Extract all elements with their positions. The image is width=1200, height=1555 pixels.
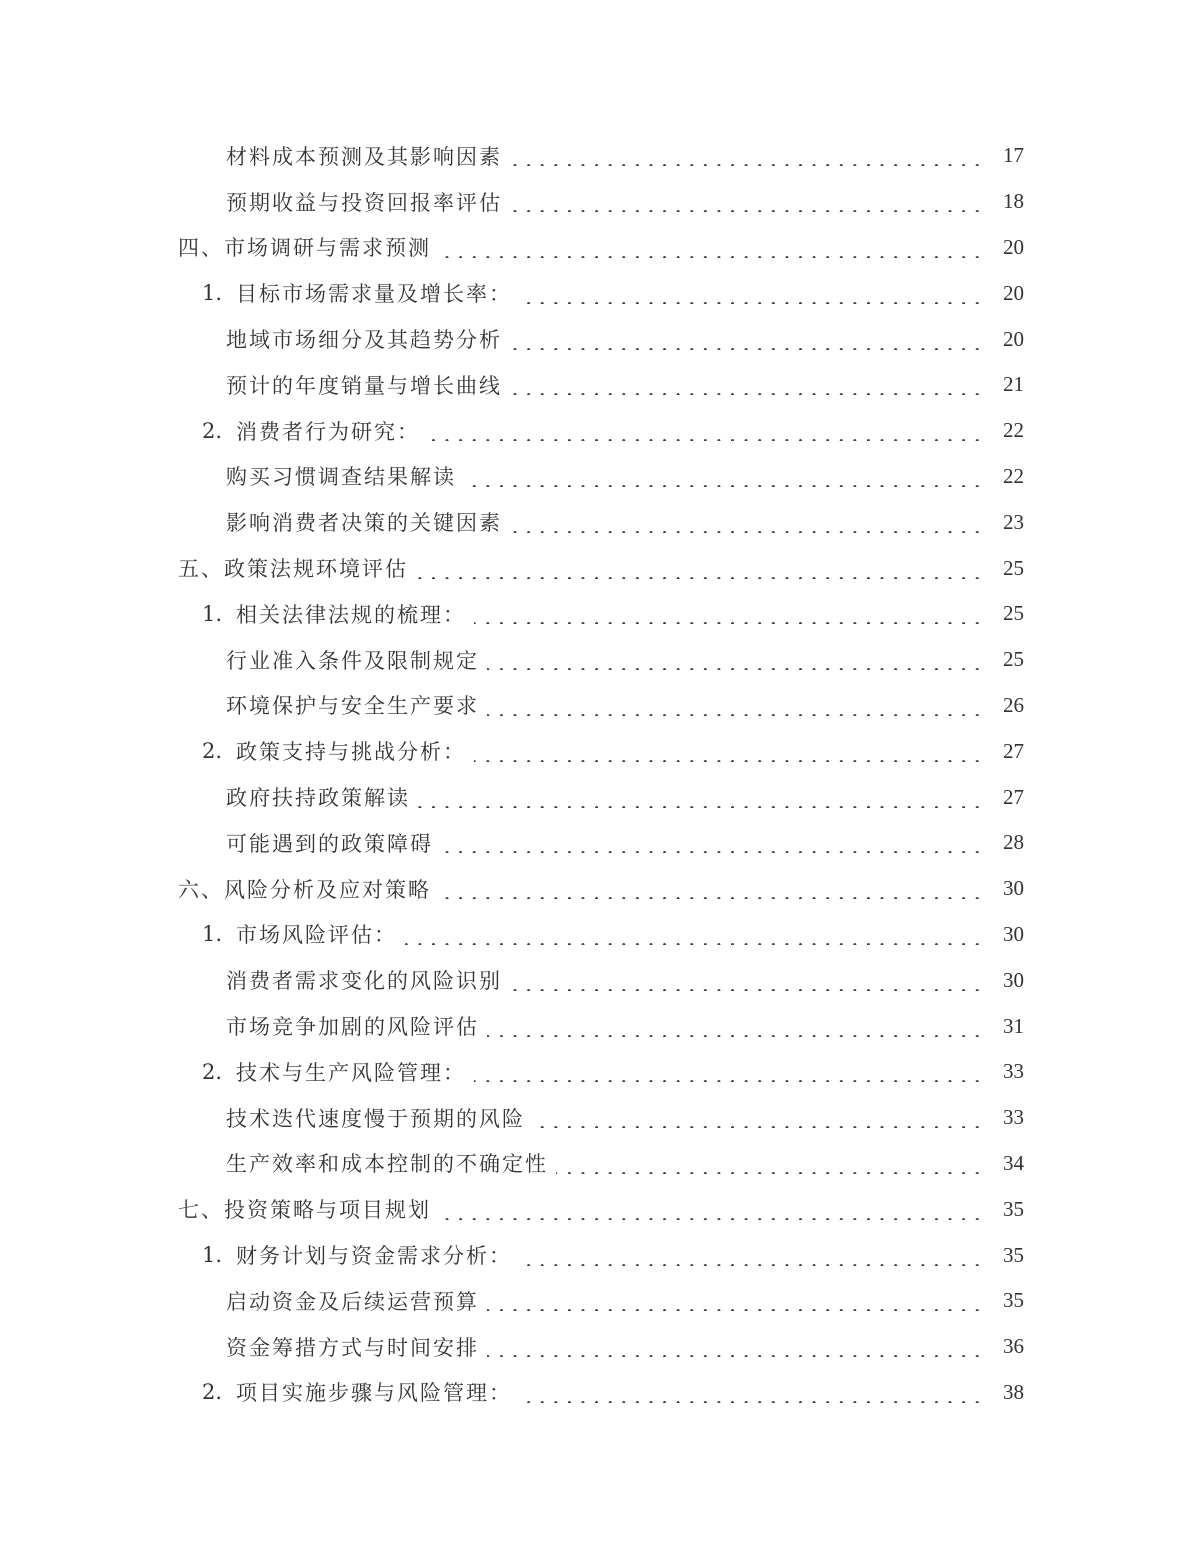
toc-entry[interactable] [0,1278,1200,1324]
toc-dot-leader [416,558,984,579]
toc-dot-leader [510,512,984,533]
toc-entry-title: 相关法律法规的梳理： [236,602,466,627]
toc-entry-title: 消费者行为研究： [236,419,420,444]
toc-entry-page-number: 21 [1003,372,1024,397]
toc-entry[interactable] [0,1186,1200,1232]
toc-dot-leader [474,741,984,762]
toc-dot-leader [510,374,984,395]
toc-entry[interactable] [0,408,1200,454]
toc-entry[interactable] [0,1324,1200,1370]
toc-entry[interactable] [0,1370,1200,1416]
toc-entry-number: 1. [202,1243,223,1268]
toc-dot-leader [418,787,984,808]
toc-dot-leader [510,970,984,991]
toc-dot-leader [439,878,984,899]
toc-dot-leader [474,603,984,624]
toc-entry[interactable] [0,133,1200,179]
toc-entry[interactable] [0,545,1200,591]
toc-entry-page-number: 25 [1003,555,1024,580]
toc-entry[interactable] [0,316,1200,362]
toc-entry-number: 2. [202,1059,223,1084]
toc-entry-page-number: 18 [1003,189,1024,214]
toc-entry-page-number: 28 [1003,830,1024,855]
toc-entry-page-number: 25 [1003,647,1024,672]
toc-dot-leader [510,145,984,166]
toc-entry[interactable] [0,866,1200,912]
toc-entry-page-number: 35 [1003,1196,1024,1221]
toc-entry[interactable] [0,1003,1200,1049]
toc-entry[interactable] [0,683,1200,729]
toc-entry-title: 影响消费者决策的关键因素 [226,511,502,536]
toc-entry[interactable] [0,728,1200,774]
toc-entry-title: 政府扶持政策解读 [226,786,410,811]
toc-dot-leader [474,1061,984,1082]
toc-entry[interactable] [0,637,1200,683]
toc-entry[interactable] [0,820,1200,866]
toc-entry-page-number: 33 [1003,1059,1024,1084]
toc-entry-page-number: 20 [1003,280,1024,305]
toc-dot-leader [464,466,984,487]
toc-entry-page-number: 20 [1003,326,1024,351]
toc-entry-title: 目标市场需求量及增长率： [236,282,512,307]
toc-dot-leader [520,1382,984,1403]
toc-dot-leader [428,420,984,441]
toc-entry-title: 技术与生产风险管理： [236,1060,466,1085]
toc-dot-leader [441,832,984,853]
toc-entry-page-number: 30 [1003,967,1024,992]
toc-entry[interactable] [0,774,1200,820]
toc-entry-title: 市场竞争加剧的风险评估 [226,1015,479,1040]
toc-entry-number: 2. [202,739,223,764]
toc-entry[interactable] [0,270,1200,316]
toc-entry-page-number: 27 [1003,784,1024,809]
toc-dot-leader [487,1290,984,1311]
toc-entry[interactable] [0,454,1200,500]
toc-entry[interactable] [0,499,1200,545]
toc-entry-page-number: 36 [1003,1334,1024,1359]
toc-dot-leader [510,191,984,212]
toc-entry-page-number: 33 [1003,1105,1024,1130]
toc-entry-title: 七、投资策略与项目规划 [178,1198,431,1223]
toc-entry-title: 材料成本预测及其影响因素 [226,144,502,169]
toc-entry-title: 地域市场细分及其趋势分析 [226,328,502,353]
toc-entry-title: 四、市场调研与需求预测 [178,236,431,261]
toc-entry-title: 六、风险分析及应对策略 [178,877,431,902]
toc-entry-title: 预期收益与投资回报率评估 [226,190,502,215]
toc-entry-number: 1. [202,281,223,306]
toc-entry-title: 启动资金及后续运营预算 [226,1289,479,1314]
toc-dot-leader [439,237,984,258]
toc-entry-number: 2. [202,1380,223,1405]
toc-entry-page-number: 31 [1003,1013,1024,1038]
toc-dot-leader [520,283,984,304]
toc-entry-page-number: 30 [1003,921,1024,946]
toc-dot-leader [487,649,984,670]
toc-entry-page-number: 35 [1003,1288,1024,1313]
toc-entry-title: 财务计划与资金需求分析： [236,1244,512,1269]
toc-dot-leader [405,924,984,945]
toc-dot-leader [487,1336,984,1357]
toc-dot-leader [439,1199,984,1220]
toc-entry-title: 可能遇到的政策障碍 [226,831,433,856]
toc-entry-page-number: 27 [1003,738,1024,763]
toc-entry-page-number: 22 [1003,418,1024,443]
toc-entry[interactable] [0,1049,1200,1095]
toc-entry-title: 购买习惯调查结果解读 [226,465,456,490]
toc-entry[interactable] [0,912,1200,958]
toc-entry-title: 项目实施步骤与风险管理： [236,1381,512,1406]
toc-entry-page-number: 34 [1003,1150,1024,1175]
toc-dot-leader [487,1016,984,1037]
toc-entry-page-number: 25 [1003,601,1024,626]
toc-entry-title: 预计的年度销量与增长曲线 [226,373,502,398]
toc-entry-title: 技术迭代速度慢于预期的风险 [226,1106,525,1131]
toc-entry-number: 1. [202,922,223,947]
toc-entry[interactable] [0,957,1200,1003]
toc-entry-page-number: 22 [1003,463,1024,488]
toc-entry-title: 消费者需求变化的风险识别 [226,969,502,994]
toc-entry-title: 政策支持与挑战分析： [236,740,466,765]
toc-entry[interactable] [0,362,1200,408]
toc-entry-number: 2. [202,418,223,443]
toc-entry-title: 环境保护与安全生产要求 [226,694,479,719]
toc-entry-page-number: 38 [1003,1379,1024,1404]
toc-entry-title: 生产效率和成本控制的不确定性 [226,1152,548,1177]
toc-entry[interactable] [0,1141,1200,1187]
toc-entry-page-number: 35 [1003,1242,1024,1267]
toc-entry[interactable] [0,591,1200,637]
toc-entry-page-number: 17 [1003,143,1024,168]
toc-entry-title: 市场风险评估： [236,923,397,948]
toc-entry-page-number: 20 [1003,234,1024,259]
toc-entry[interactable] [0,179,1200,225]
toc-dot-leader [556,1153,984,1174]
toc-entry-page-number: 26 [1003,692,1024,717]
toc-entry[interactable] [0,225,1200,271]
toc-dot-leader [533,1107,984,1128]
toc-entry-page-number: 23 [1003,509,1024,534]
toc-entry-title: 五、政策法规环境评估 [178,557,408,582]
toc-dot-leader [520,1245,984,1266]
table-of-contents [0,133,1200,1415]
toc-entry-number: 1. [202,601,223,626]
toc-entry-title: 行业准入条件及限制规定 [226,648,479,673]
toc-entry[interactable] [0,1232,1200,1278]
toc-entry-page-number: 30 [1003,876,1024,901]
toc-dot-leader [510,329,984,350]
toc-dot-leader [487,695,984,716]
toc-entry[interactable] [0,1095,1200,1141]
toc-entry-title: 资金筹措方式与时间安排 [226,1335,479,1360]
